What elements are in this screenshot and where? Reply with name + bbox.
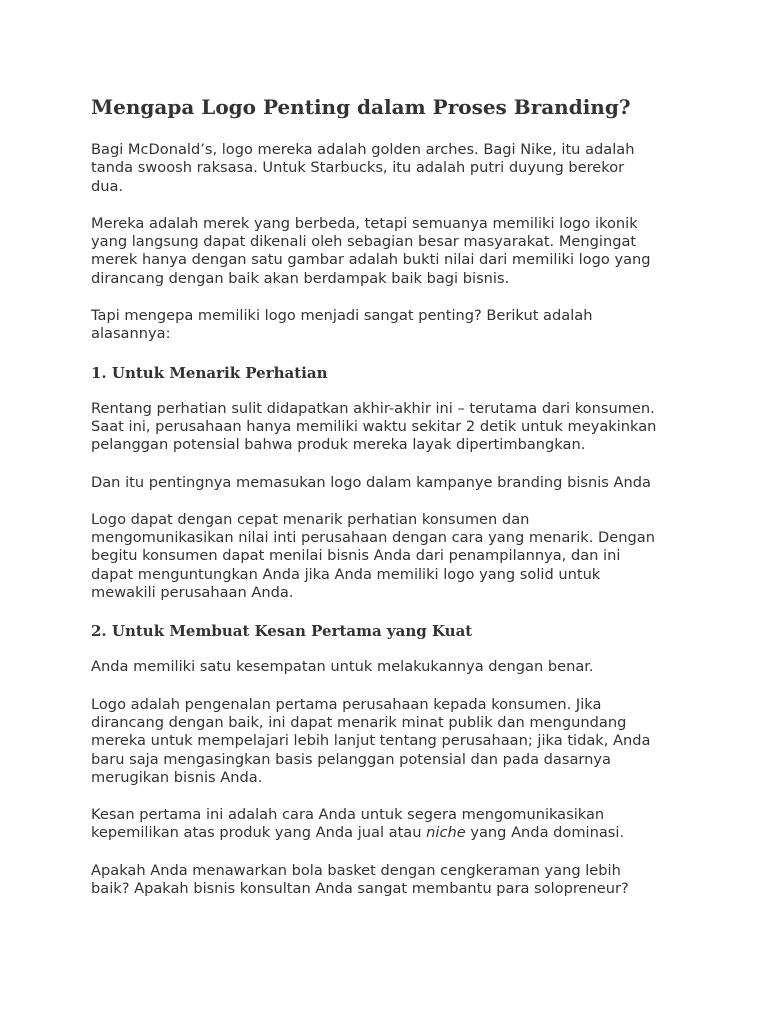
italic-term: niche — [426, 824, 466, 842]
text-segment: kepemilikan atas produk yang Anda jual atau — [91, 824, 427, 842]
text-line: merugikan bisnis Anda. — [91, 768, 263, 786]
intro-paragraph-3 — [91, 307, 691, 344]
text-line — [91, 824, 691, 842]
text-line: Tapi mengepa memiliki logo menjadi sangat penting? Berikut adalah — [91, 307, 593, 325]
text-line: Rentang perhatian sulit didapatkan akhir-akhir ini – terutama dari konsumen. — [91, 399, 655, 417]
text-line: begitu konsumen dapat menilai bisnis Anda dari penampilannya, dan ini — [91, 547, 621, 565]
section-2-paragraph-2 — [91, 696, 691, 787]
section-2-paragraph-1 — [91, 658, 691, 676]
text-line: Bagi McDonald’s, logo mereka adalah golden arches. Bagi Nike, itu adalah — [91, 141, 635, 158]
text-line: dapat menguntungkan Anda jika Anda memiliki logo yang solid untuk — [91, 565, 601, 583]
article-title: Mengapa Logo Penting dalam Proses Branding? — [91, 95, 631, 119]
text-line: baik? Apakah bisnis konsultan Anda sangat membantu para solopreneur? — [91, 880, 629, 898]
text-line: Dan itu pentingnya memasukan logo dalam kampanye branding bisnis Anda — [91, 473, 651, 491]
section-2-paragraph-4 — [91, 862, 691, 899]
text-segment: yang Anda dominasi. — [465, 824, 625, 842]
text-line: dirancang dengan baik akan berdampak baik bagi bisnis. — [91, 269, 510, 287]
text-line: dirancang dengan baik, ini dapat menarik minat publik dan mengundang — [91, 713, 627, 731]
text-line: mengomunikasikan nilai inti perusahaan dengan cara yang menarik. Dengan — [91, 529, 655, 547]
section-1-paragraph-2 — [91, 474, 691, 492]
text-line: dua. — [91, 177, 124, 195]
text-line: mewakili perusahaan Anda. — [91, 584, 294, 602]
intro-paragraph-2 — [91, 215, 691, 288]
section-1-heading: 1. Untuk Menarik Perhatian — [91, 363, 328, 382]
text-line: Kesan pertama ini adalah cara Anda untuk segera mengomunikasikan — [91, 806, 605, 824]
text-line: Mereka adalah merek yang berbeda, tetapi semuanya memiliki logo ikonik — [91, 214, 638, 232]
text-line: Logo dapat dengan cepat menarik perhatian konsumen dan — [91, 510, 530, 528]
text-line: merek hanya dengan satu gambar adalah bukti nilai dari memiliki logo yang — [91, 251, 651, 269]
text-line: tanda swoosh raksasa. Untuk Starbucks, itu adalah putri duyung berekor — [91, 159, 625, 177]
text-line: baru saja mengasingkan basis pelanggan potensial dan pada dasarnya — [91, 750, 611, 768]
text-line: yang langsung dapat dikenali oleh sebagian besar masyarakat. Mengingat — [91, 233, 637, 251]
section-2-paragraph-3 — [91, 806, 691, 843]
text-line: Apakah Anda menawarkan bola basket dengan cengkeraman yang lebih — [91, 861, 621, 879]
text-line: Saat ini, perusahaan hanya memiliki waktu sekitar 2 detik untuk meyakinkan — [91, 417, 657, 435]
section-2-heading: 2. Untuk Membuat Kesan Pertama yang Kuat — [91, 622, 473, 641]
text-line: pelanggan potensial bahwa produk mereka layak dipertimbangkan. — [91, 436, 586, 454]
intro-paragraph-1 — [91, 141, 691, 196]
section-1-paragraph-3 — [91, 511, 691, 602]
text-line: mereka untuk mempelajari lebih lanjut tentang perusahaan; jika tidak, Anda — [91, 732, 651, 750]
text-line: alasannya: — [91, 325, 171, 343]
text-line: Anda memiliki satu kesempatan untuk melakukannya dengan benar. — [91, 658, 594, 676]
text-line: Logo adalah pengenalan pertama perusahaan kepada konsumen. Jika — [91, 695, 602, 713]
document-page — [91, 92, 691, 917]
section-1-paragraph-1 — [91, 400, 691, 455]
